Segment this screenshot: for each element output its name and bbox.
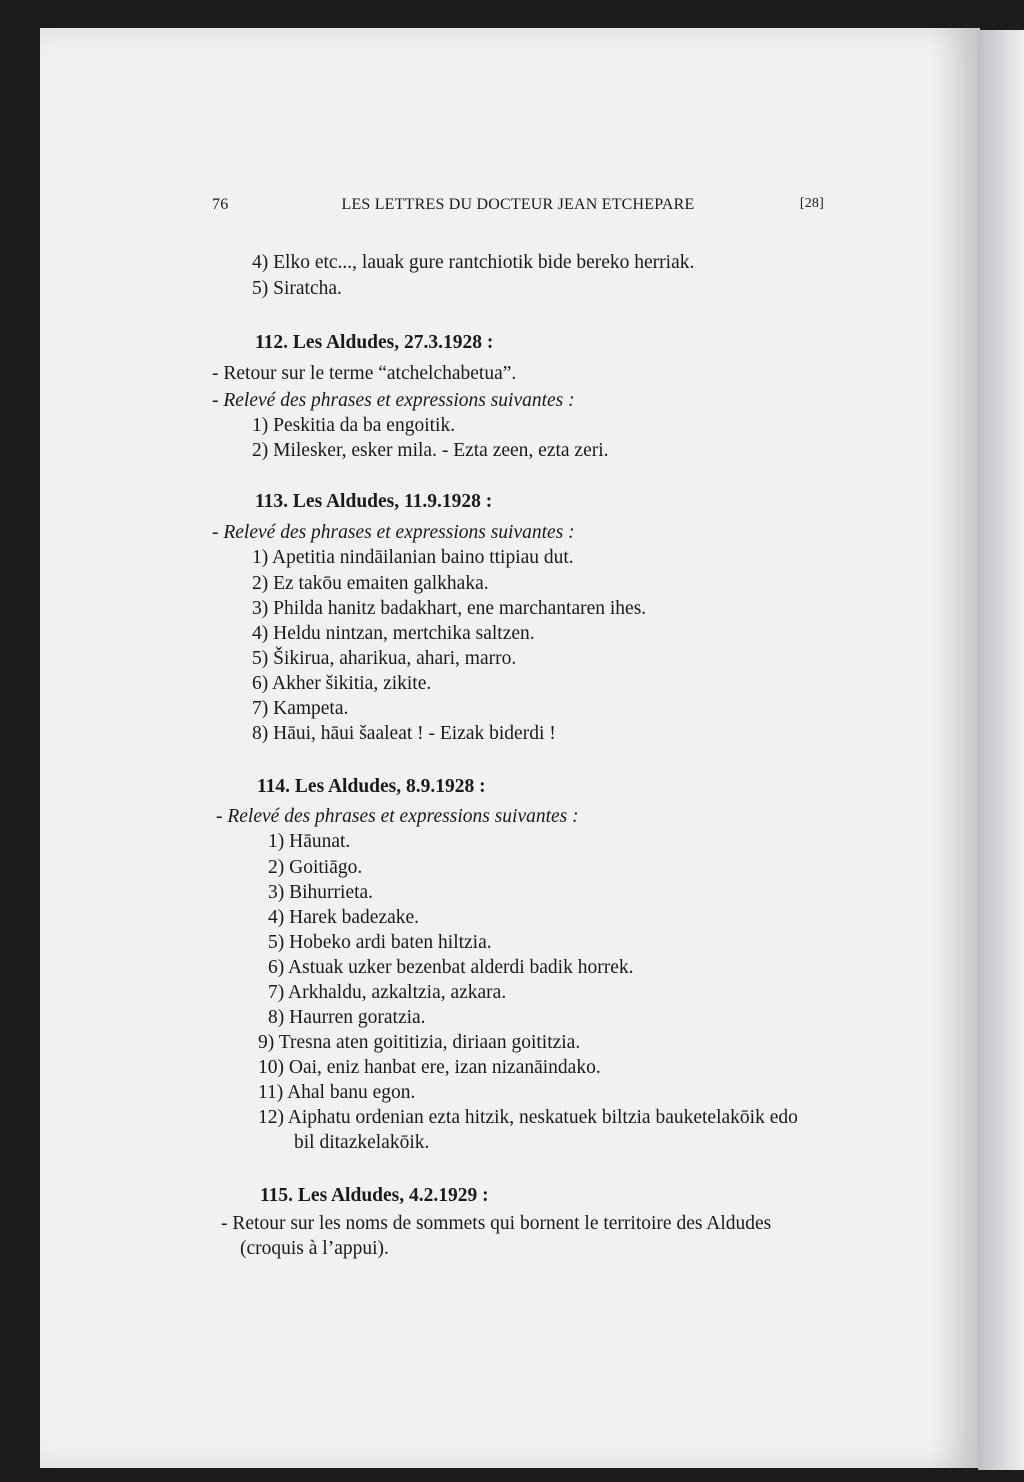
list-item: 7) Arkhaldu, azkaltzia, azkara. [268,982,507,1003]
list-item: 11) Ahal banu egon. [258,1082,416,1103]
list-item: 3) Bihurrieta. [268,882,374,903]
list-item: 4) Elko etc..., lauak gure rantchiotik bide bereko herriak. [252,252,695,273]
facing-page-edge [978,30,1024,1470]
list-item: 1) Peskitia da ba engoitik. [252,415,456,436]
running-title: LES LETTRES DU DOCTEUR JEAN ETCHEPARE [341,196,695,213]
list-item: 1) Apetitia nindāilanian baino ttipiau dut. [252,547,574,568]
list-item: 12) Aiphatu ordenian ezta hitzik, neskatuek biltzia bauketelakōik edo [258,1107,798,1128]
list-item: 3) Philda hanitz badakhart, ene marchantaren ihes. [252,598,647,619]
section-note-continuation: (croquis à l’appui). [240,1238,389,1259]
list-item-continuation: bil ditazkelakōik. [294,1132,430,1153]
list-item: 4) Harek badezake. [268,907,420,928]
list-item: 2) Milesker, esker mila. - Ezta zeen, ezta zeri. [252,440,609,461]
list-item: 7) Kampeta. [252,698,349,719]
gutter-shadow [930,28,980,1468]
page-header [212,196,824,220]
original-page-ref: [28] [799,196,824,211]
list-item: 5) Hobeko ardi baten hiltzia. [268,932,492,953]
section-note: - Relevé des phrases et expressions suivantes : [212,522,575,543]
page-number: 76 [212,196,229,213]
list-item: 4) Heldu nintzan, mertchika saltzen. [252,623,535,644]
section-heading: 114. Les Aldudes, 8.9.1928 : [257,776,486,797]
book-page [40,28,980,1468]
list-item: 5) Siratcha. [252,278,342,299]
list-item: 9) Tresna aten goititizia, diriaan goititzia. [258,1032,581,1053]
list-item: 2) Goitiāgo. [268,857,363,878]
list-item: 6) Astuak uzker bezenbat alderdi badik horrek. [268,957,634,978]
list-item: 5) Šikirua, aharikua, ahari, marro. [252,648,517,669]
section-heading: 112. Les Aldudes, 27.3.1928 : [255,332,494,353]
list-item: 6) Akher šikitia, zikite. [252,673,432,694]
section-note: - Relevé des phrases et expressions suivantes : [212,390,575,411]
list-item: 10) Oai, eniz hanbat ere, izan nizanāindako. [258,1057,601,1078]
section-heading: 115. Les Aldudes, 4.2.1929 : [260,1185,489,1206]
section-heading: 113. Les Aldudes, 11.9.1928 : [255,491,493,512]
section-note: - Retour sur les noms de sommets qui bornent le territoire des Aldudes [221,1213,772,1234]
section-note: - Retour sur le terme “atchelchabetua”. [212,363,517,384]
section-note: - Relevé des phrases et expressions suivantes : [216,806,579,827]
list-item: 8) Hāui, hāui šaaleat ! - Eizak biderdi ! [252,723,556,744]
list-item: 2) Ez takōu emaiten galkhaka. [252,573,489,594]
list-item: 8) Haurren goratzia. [268,1007,426,1028]
list-item: 1) Hāunat. [268,831,351,852]
